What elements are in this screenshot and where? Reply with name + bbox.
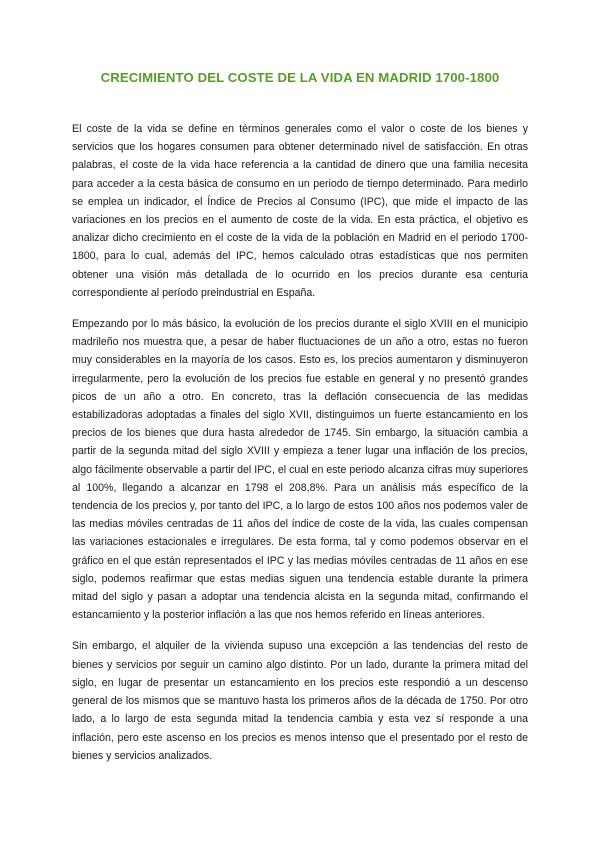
document-title: CRECIMIENTO DEL COSTE DE LA VIDA EN MADRID 1700-1800 xyxy=(100,70,500,85)
paragraph-price-evolution: Empezando por lo más básico, la evolución de los precios durante el siglo XVIII en el municipio madrileño nos muestra que, a pesar de haber fluctuaciones de un año a otro, estas no fueron muy considerables en la mayoría de los casos. Esto es, los precios aumentaron y disminuyeron irregularmente, pero la evolución de los precios fue estable en general y no presentó grandes picos de un año a otro. En concreto, tras la deflación consecuencia de las medidas estabilizadoras adoptadas a finales del siglo XVII, distinguimos un fuerte estancamiento en los precios de los bienes que dura hasta alrededor de 1745. Sin embargo, la situación cambia a partir de la segunda mitad del siglo XVIII y empieza a tener lugar una inflación de los precios, algo fácilmente observable a partir del IPC, el cual en este periodo alcanza cifras muy superiores al 100%, llegando a alcanzar en 1798 el 208,8%. Para un análisis más específico de la tendencia de los precios y, por tanto del IPC, a lo largo de estos 100 años nos podemos valer de las medias móviles centradas de 11 años del índice de coste de la vida, las cuales compensan las variaciones estacionales e irregulares. De esta forma, tal y como podemos observar en el gráfico en el que están representados el IPC y las medias móviles centradas de 11 años en ese siglo, podemos reafirmar que estas medias siguen una tendencia estable durante la primera mitad del siglo y pasan a adoptar una tendencia alcista en la segunda mitad, confirmando el estancamiento y la posterior inflación a las que nos hemos referido en líneas anteriores. xyxy=(72,318,528,622)
paragraph-housing-rent: Sin embargo, el alquiler de la vivienda supuso una excepción a las tendencias del resto de bienes y servicios por seguir un camino algo distinto. Por un lado, durante la primera mitad del siglo, en lugar de presentar un estancamiento en los precios este respondió a un descenso general de los mismos que se mantuvo hasta los primeros años de la década de 1750. Por otro lado, a lo largo de esta segunda mitad la tendencia cambia y esta vez sí responde a una inflación, pero este ascenso en los precios es menos intenso que el presentado por el resto de bienes y servicios analizados. xyxy=(72,640,528,762)
document-body xyxy=(72,120,528,778)
paragraph-intro: El coste de la vida se define en términos generales como el valor o coste de los bienes y servicios que los hogares consumen para obtener determinado nivel de satisfacción. En otras palabras, el coste de la vida hace referencia a la cantidad de dinero que una familia necesita para acceder a la cesta básica de consumo en un periodo de tiempo determinado. Para medirlo se emplea un indicador, el Índice de Precios al Consumo (IPC), que mide el impacto de las variaciones en los precios en el aumento de coste de la vida. En esta práctica, el objetivo es analizar dicho crecimiento en el coste de la vida de la población en Madrid en el periodo 1700-1800, para lo cual, además del IPC, hemos calculado otras estadísticas que nos permiten obtener una visión más detallada de lo ocurrido en los precios durante esa centuria correspondiente al período preindustrial en España. xyxy=(72,123,528,299)
